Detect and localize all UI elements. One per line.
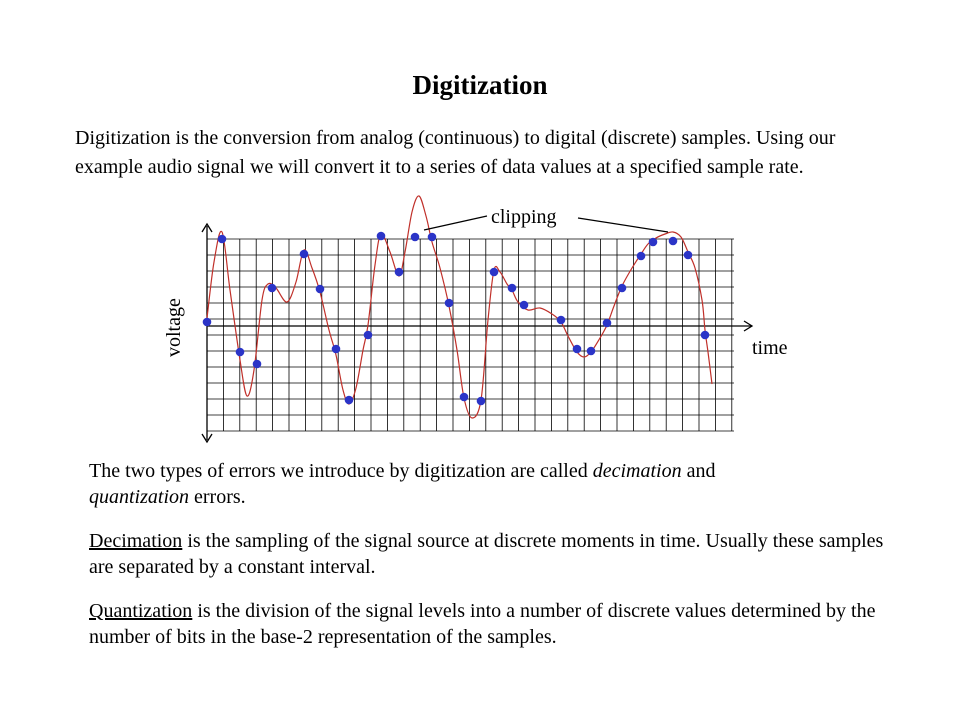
axes bbox=[202, 224, 752, 442]
quantization-term: Quantization bbox=[89, 600, 193, 622]
sample-point bbox=[445, 299, 454, 308]
clipping-pointer-left bbox=[424, 216, 487, 230]
sample-point bbox=[669, 237, 678, 246]
intro-paragraph: Digitization is the conversion from analog (continuous) to digital (discrete) samples. Using our example audio signal we will convert it to a series of data values at a specified sample rate. bbox=[75, 127, 836, 178]
sample-point bbox=[253, 360, 262, 369]
sample-point bbox=[508, 284, 517, 293]
sample-point bbox=[573, 345, 582, 354]
errors-intro: The two types of errors we introduce by digitization are called decimation and quantization errors. bbox=[89, 460, 716, 508]
sample-point bbox=[236, 348, 245, 357]
sample-point bbox=[364, 331, 373, 340]
sample-point bbox=[218, 235, 227, 244]
sample-point bbox=[428, 233, 437, 242]
decimation-paragraph: Decimation is the sampling of the signal source at discrete moments in time. Usually these samples are separated by a constant interval. bbox=[89, 530, 884, 578]
quantization-paragraph: Quantization is the division of the signal levels into a number of discrete values determined by the number of bits in the base-2 representation of the samples. bbox=[89, 600, 876, 648]
sample-point bbox=[603, 319, 612, 328]
sample-point bbox=[618, 284, 627, 293]
sample-point bbox=[268, 284, 277, 293]
sample-point bbox=[300, 250, 309, 259]
sample-point bbox=[411, 233, 420, 242]
sample-point bbox=[637, 252, 646, 261]
sample-point bbox=[701, 331, 710, 340]
sample-point bbox=[345, 396, 354, 405]
sample-point bbox=[649, 238, 658, 247]
sample-point bbox=[557, 316, 566, 325]
sample-point bbox=[377, 232, 386, 241]
analog-signal-curve bbox=[207, 196, 712, 418]
decimation-term: Decimation bbox=[89, 530, 183, 552]
term-quantization: quantization bbox=[89, 486, 190, 508]
sample-point bbox=[395, 268, 404, 277]
clipping-label: clipping bbox=[491, 206, 557, 228]
sample-point bbox=[477, 397, 486, 406]
clipping-pointer-right bbox=[578, 218, 668, 232]
sample-point bbox=[490, 268, 499, 277]
sample-point bbox=[332, 345, 341, 354]
term-decimation: decimation bbox=[592, 460, 682, 482]
sample-point bbox=[460, 393, 469, 402]
clipping-callout bbox=[424, 206, 668, 232]
sample-grid bbox=[207, 239, 734, 431]
sample-point bbox=[316, 285, 325, 294]
sample-point bbox=[587, 347, 596, 356]
sample-point bbox=[684, 251, 693, 260]
slide-title: Digitization bbox=[412, 70, 548, 100]
voltage-label: voltage bbox=[163, 298, 185, 357]
time-label: time bbox=[752, 337, 788, 359]
sample-point bbox=[520, 301, 529, 310]
sample-point bbox=[203, 318, 212, 327]
